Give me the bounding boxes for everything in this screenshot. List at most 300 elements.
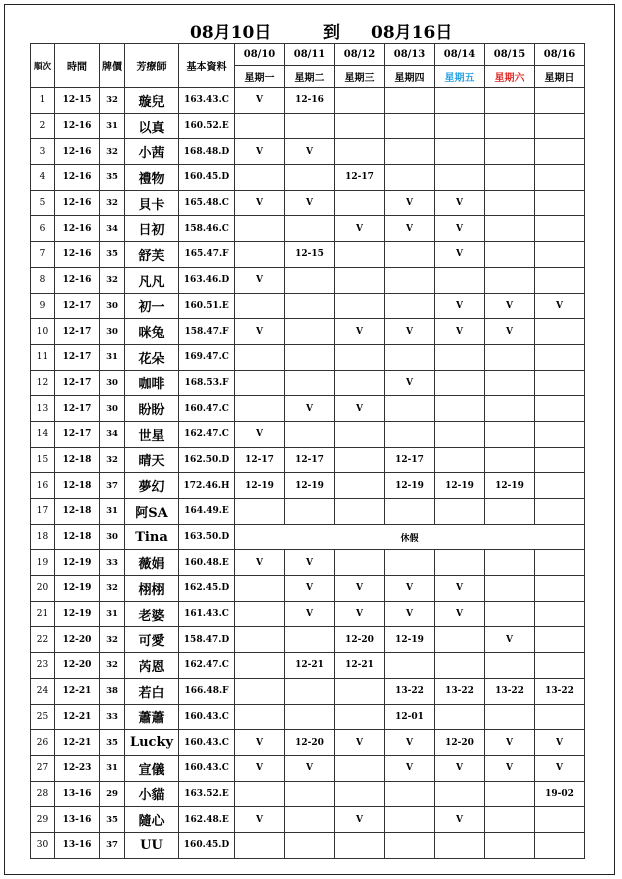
table-row [31, 473, 585, 499]
price-cell: 33 [100, 704, 125, 730]
info-cell: 163.43.C [179, 88, 235, 114]
schedule-cell: V [335, 216, 385, 242]
price-cell: 32 [100, 190, 125, 216]
therapist-name: 日初 [125, 216, 179, 242]
time-cell: 12-16 [55, 242, 100, 268]
schedule-cell [435, 781, 485, 807]
schedule-cell [385, 832, 435, 858]
time-cell: 12-16 [55, 267, 100, 293]
schedule-cell [535, 242, 585, 268]
time-cell: 12-17 [55, 344, 100, 370]
row-number: 2 [31, 113, 55, 139]
weekday-header: 星期四 [385, 66, 435, 88]
table-row [31, 653, 585, 679]
schedule-cell [235, 678, 285, 704]
table-row [31, 627, 585, 653]
time-cell: 12-18 [55, 473, 100, 499]
time-cell: 12-17 [55, 370, 100, 396]
schedule-cell [335, 370, 385, 396]
schedule-cell: 12-19 [235, 473, 285, 499]
schedule-cell [385, 421, 435, 447]
schedule-cell: V [535, 293, 585, 319]
day-date-header: 08/11 [285, 44, 335, 66]
schedule-cell [435, 704, 485, 730]
therapist-name: 可愛 [125, 627, 179, 653]
table-row [31, 88, 585, 114]
schedule-cell [485, 216, 535, 242]
schedule-cell [335, 113, 385, 139]
row-number: 16 [31, 473, 55, 499]
schedule-cell [535, 576, 585, 602]
schedule-cell [235, 499, 285, 525]
schedule-cell [535, 139, 585, 165]
schedule-cell [435, 447, 485, 473]
schedule-cell: V [485, 319, 535, 345]
price-cell: 30 [100, 293, 125, 319]
schedule-cell [435, 832, 485, 858]
schedule-cell: 12-21 [335, 653, 385, 679]
schedule-cell [485, 421, 535, 447]
price-cell: 32 [100, 576, 125, 602]
time-cell: 12-18 [55, 499, 100, 525]
info-cell: 160.48.E [179, 550, 235, 576]
schedule-cell [335, 88, 385, 114]
schedule-cell: V [435, 576, 485, 602]
schedule-cell [285, 267, 335, 293]
row-number: 29 [31, 807, 55, 833]
weekday-header: 星期二 [285, 66, 335, 88]
info-cell: 162.50.D [179, 447, 235, 473]
title-start-date: 08月10日 [190, 23, 272, 43]
schedule-cell [385, 267, 435, 293]
info-cell: 162.48.E [179, 807, 235, 833]
price-cell: 37 [100, 832, 125, 858]
price-cell: 35 [100, 242, 125, 268]
price-cell: 35 [100, 807, 125, 833]
schedule-cell: V [335, 576, 385, 602]
schedule-cell: V [485, 293, 535, 319]
time-cell: 12-18 [55, 447, 100, 473]
row-number: 8 [31, 267, 55, 293]
schedule-cell: V [485, 627, 535, 653]
info-cell: 163.46.D [179, 267, 235, 293]
schedule-cell [385, 550, 435, 576]
info-cell: 160.43.C [179, 704, 235, 730]
time-cell: 12-18 [55, 524, 100, 550]
title-to: 到 [323, 23, 340, 43]
table-row [31, 396, 585, 422]
row-number: 14 [31, 421, 55, 447]
table-row [31, 139, 585, 165]
therapist-name: 隨心 [125, 807, 179, 833]
table-row [31, 781, 585, 807]
schedule-cell: V [435, 319, 485, 345]
schedule-cell [485, 704, 535, 730]
therapist-name: 小茜 [125, 139, 179, 165]
schedule-cell [485, 139, 535, 165]
schedule-cell [485, 165, 535, 191]
schedule-cell: V [235, 190, 285, 216]
schedule-cell [435, 499, 485, 525]
schedule-cell [235, 781, 285, 807]
schedule-cell [535, 319, 585, 345]
row-number: 5 [31, 190, 55, 216]
schedule-cell: 12-17 [285, 447, 335, 473]
schedule-cell [335, 473, 385, 499]
schedule-cell [485, 601, 535, 627]
table-row [31, 832, 585, 858]
schedule-cell: V [285, 550, 335, 576]
info-cell: 163.50.D [179, 524, 235, 550]
schedule-cell: V [335, 319, 385, 345]
schedule-cell: V [235, 755, 285, 781]
schedule-cell [285, 807, 335, 833]
row-number: 9 [31, 293, 55, 319]
schedule-cell [235, 627, 285, 653]
row-number: 17 [31, 499, 55, 525]
price-cell: 31 [100, 344, 125, 370]
schedule-cell [485, 550, 535, 576]
therapist-name: 咪兔 [125, 319, 179, 345]
time-cell: 12-16 [55, 190, 100, 216]
info-cell: 162.47.C [179, 653, 235, 679]
schedule-cell: 12-17 [335, 165, 385, 191]
time-cell: 12-16 [55, 165, 100, 191]
schedule-cell: V [235, 139, 285, 165]
price-cell: 34 [100, 421, 125, 447]
therapist-name: 夢幻 [125, 473, 179, 499]
schedule-cell: V [385, 755, 435, 781]
therapist-name: 小貓 [125, 781, 179, 807]
schedule-cell [335, 704, 385, 730]
schedule-cell [335, 267, 385, 293]
rest-cell: 休假 [235, 524, 585, 550]
schedule-cell [485, 113, 535, 139]
schedule-cell [535, 601, 585, 627]
info-cell: 160.52.E [179, 113, 235, 139]
header-info: 基本資料 [179, 44, 235, 88]
table-row [31, 550, 585, 576]
time-cell: 12-19 [55, 601, 100, 627]
schedule-cell [385, 499, 435, 525]
info-cell: 161.43.C [179, 601, 235, 627]
schedule-cell [535, 627, 585, 653]
schedule-cell: V [235, 730, 285, 756]
schedule-cell: 12-19 [285, 473, 335, 499]
info-cell: 160.47.C [179, 396, 235, 422]
row-number: 15 [31, 447, 55, 473]
weekday-header: 星期一 [235, 66, 285, 88]
therapist-name: 阿SA [125, 499, 179, 525]
therapist-name: 盼盼 [125, 396, 179, 422]
info-cell: 168.48.D [179, 139, 235, 165]
schedule-cell: 12-17 [235, 447, 285, 473]
info-cell: 158.46.C [179, 216, 235, 242]
schedule-cell: V [285, 190, 335, 216]
table-row [31, 730, 585, 756]
schedule-cell: 12-19 [385, 627, 435, 653]
day-date-header: 08/15 [485, 44, 535, 66]
schedule-cell: V [235, 267, 285, 293]
schedule-cell [335, 139, 385, 165]
schedule-cell [485, 396, 535, 422]
table-row [31, 576, 585, 602]
price-cell: 33 [100, 550, 125, 576]
schedule-cell [435, 653, 485, 679]
time-cell: 12-21 [55, 704, 100, 730]
info-cell: 162.45.D [179, 576, 235, 602]
schedule-cell [485, 807, 535, 833]
schedule-cell [435, 165, 485, 191]
table-row [31, 190, 585, 216]
schedule-cell [235, 601, 285, 627]
price-cell: 35 [100, 730, 125, 756]
schedule-cell: 12-20 [335, 627, 385, 653]
schedule-cell: 12-19 [385, 473, 435, 499]
table-row [31, 293, 585, 319]
time-cell: 12-20 [55, 653, 100, 679]
price-cell: 31 [100, 113, 125, 139]
schedule-cell: V [285, 576, 335, 602]
info-cell: 165.47.F [179, 242, 235, 268]
row-number: 10 [31, 319, 55, 345]
table-row [31, 601, 585, 627]
schedule-cell [235, 704, 285, 730]
schedule-cell [485, 499, 535, 525]
schedule-cell: V [385, 576, 435, 602]
time-cell: 12-16 [55, 216, 100, 242]
price-cell: 30 [100, 524, 125, 550]
table-row [31, 447, 585, 473]
therapist-name: Lucky [125, 730, 179, 756]
info-cell: 158.47.F [179, 319, 235, 345]
schedule-cell: V [335, 601, 385, 627]
row-number: 25 [31, 704, 55, 730]
schedule-cell: V [385, 730, 435, 756]
schedule-cell [435, 421, 485, 447]
schedule-cell: V [285, 396, 335, 422]
therapist-name: 芮恩 [125, 653, 179, 679]
schedule-cell [535, 421, 585, 447]
schedule-cell [485, 88, 535, 114]
schedule-cell: 12-16 [285, 88, 335, 114]
schedule-cell [535, 113, 585, 139]
time-cell: 12-17 [55, 319, 100, 345]
schedule-cell [335, 550, 385, 576]
table-row [31, 807, 585, 833]
schedule-cell: V [435, 601, 485, 627]
time-cell: 12-21 [55, 730, 100, 756]
schedule-cell [535, 267, 585, 293]
schedule-cell [385, 113, 435, 139]
table-row [31, 370, 585, 396]
table-row [31, 421, 585, 447]
row-number: 28 [31, 781, 55, 807]
info-cell: 162.47.C [179, 421, 235, 447]
schedule-cell [485, 653, 535, 679]
row-number: 13 [31, 396, 55, 422]
schedule-cell: 12-01 [385, 704, 435, 730]
price-cell: 32 [100, 88, 125, 114]
price-cell: 32 [100, 653, 125, 679]
therapist-name: 初一 [125, 293, 179, 319]
time-cell: 13-16 [55, 807, 100, 833]
therapist-name: 宣儀 [125, 755, 179, 781]
schedule-cell [535, 473, 585, 499]
schedule-cell [235, 242, 285, 268]
schedule-cell: 12-15 [285, 242, 335, 268]
time-cell: 12-20 [55, 627, 100, 653]
info-cell: 169.47.C [179, 344, 235, 370]
schedule-table [30, 43, 585, 859]
table-row [31, 755, 585, 781]
table-row [31, 524, 585, 550]
table-row [31, 319, 585, 345]
schedule-cell [235, 576, 285, 602]
table-row [31, 344, 585, 370]
therapist-name: 栩栩 [125, 576, 179, 602]
schedule-cell [535, 190, 585, 216]
schedule-cell [435, 88, 485, 114]
schedule-cell [485, 447, 535, 473]
schedule-cell [535, 704, 585, 730]
schedule-cell [235, 293, 285, 319]
row-number: 1 [31, 88, 55, 114]
schedule-title [0, 18, 622, 43]
schedule-cell [535, 396, 585, 422]
schedule-cell [385, 293, 435, 319]
weekday-header: 星期六 [485, 66, 535, 88]
schedule-cell: V [385, 216, 435, 242]
schedule-cell [435, 370, 485, 396]
price-cell: 32 [100, 139, 125, 165]
row-number: 22 [31, 627, 55, 653]
schedule-cell [335, 781, 385, 807]
row-number: 4 [31, 165, 55, 191]
price-cell: 31 [100, 755, 125, 781]
info-cell: 166.48.F [179, 678, 235, 704]
schedule-cell [285, 678, 335, 704]
schedule-cell [535, 370, 585, 396]
info-cell: 172.46.H [179, 473, 235, 499]
weekday-header: 星期五 [435, 66, 485, 88]
schedule-cell [335, 678, 385, 704]
info-cell: 160.45.D [179, 832, 235, 858]
info-cell: 160.43.C [179, 730, 235, 756]
price-cell: 32 [100, 627, 125, 653]
time-cell: 13-16 [55, 781, 100, 807]
price-cell: 35 [100, 165, 125, 191]
therapist-name: 璇兒 [125, 88, 179, 114]
schedule-cell [435, 627, 485, 653]
schedule-cell [535, 653, 585, 679]
time-cell: 12-16 [55, 113, 100, 139]
info-cell: 163.52.E [179, 781, 235, 807]
schedule-cell [235, 165, 285, 191]
therapist-name: UU [125, 832, 179, 858]
row-number: 27 [31, 755, 55, 781]
schedule-cell [285, 627, 335, 653]
price-cell: 37 [100, 473, 125, 499]
schedule-cell [335, 293, 385, 319]
schedule-cell [335, 447, 385, 473]
time-cell: 12-19 [55, 550, 100, 576]
schedule-cell: V [285, 755, 335, 781]
info-cell: 160.45.D [179, 165, 235, 191]
schedule-cell [285, 781, 335, 807]
info-cell: 165.48.C [179, 190, 235, 216]
price-cell: 30 [100, 370, 125, 396]
schedule-cell [485, 832, 535, 858]
schedule-cell [385, 344, 435, 370]
therapist-name: 老婆 [125, 601, 179, 627]
schedule-cell [435, 344, 485, 370]
schedule-cell [335, 755, 385, 781]
therapist-name: 世星 [125, 421, 179, 447]
price-cell: 29 [100, 781, 125, 807]
row-number: 11 [31, 344, 55, 370]
schedule-cell [485, 242, 535, 268]
schedule-cell [285, 421, 335, 447]
row-number: 26 [31, 730, 55, 756]
row-number: 21 [31, 601, 55, 627]
schedule-cell: V [535, 755, 585, 781]
therapist-name: 舒芙 [125, 242, 179, 268]
info-cell: 168.53.F [179, 370, 235, 396]
time-cell: 12-19 [55, 576, 100, 602]
schedule-cell [235, 396, 285, 422]
price-cell: 32 [100, 447, 125, 473]
table-row [31, 704, 585, 730]
day-date-header: 08/14 [435, 44, 485, 66]
schedule-cell: V [335, 730, 385, 756]
price-cell: 30 [100, 396, 125, 422]
schedule-cell: V [385, 190, 435, 216]
row-number: 7 [31, 242, 55, 268]
table-row [31, 242, 585, 268]
schedule-cell: 12-17 [385, 447, 435, 473]
therapist-name: 以真 [125, 113, 179, 139]
schedule-cell [435, 396, 485, 422]
schedule-cell: V [285, 139, 335, 165]
schedule-cell [385, 781, 435, 807]
schedule-cell: 13-22 [435, 678, 485, 704]
price-cell: 30 [100, 319, 125, 345]
schedule-cell: V [235, 807, 285, 833]
schedule-cell [485, 190, 535, 216]
therapist-name: 咖啡 [125, 370, 179, 396]
title-end-date: 08月16日 [371, 23, 453, 43]
row-number: 20 [31, 576, 55, 602]
table-row [31, 678, 585, 704]
info-cell: 160.51.E [179, 293, 235, 319]
schedule-cell [285, 113, 335, 139]
schedule-cell [285, 216, 335, 242]
schedule-cell [535, 550, 585, 576]
schedule-cell [285, 704, 335, 730]
row-number: 30 [31, 832, 55, 858]
time-cell: 12-23 [55, 755, 100, 781]
schedule-cell [385, 807, 435, 833]
schedule-cell [385, 653, 435, 679]
schedule-cell: V [235, 88, 285, 114]
info-cell: 160.43.C [179, 755, 235, 781]
schedule-cell: V [335, 396, 385, 422]
schedule-body [31, 88, 585, 859]
weekday-header: 星期三 [335, 66, 385, 88]
time-cell: 12-16 [55, 139, 100, 165]
weekday-header: 星期日 [535, 66, 585, 88]
